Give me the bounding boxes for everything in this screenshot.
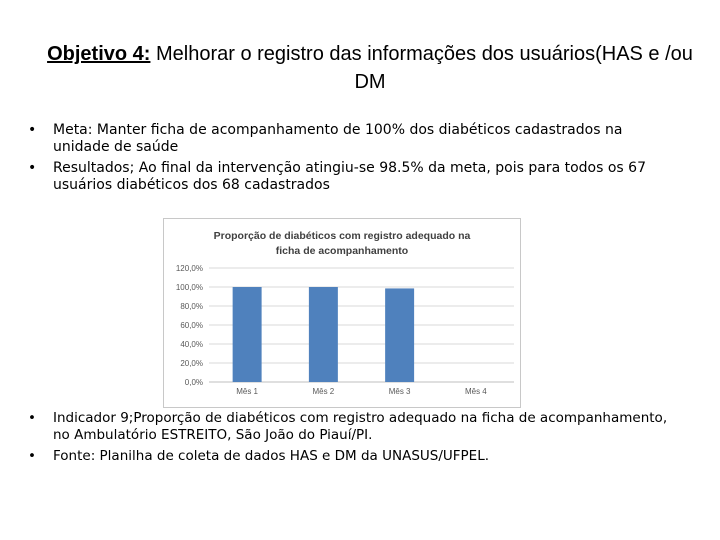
y-tick-label: 100,0% (175, 283, 203, 292)
top-bullet-list (28, 122, 678, 198)
bar-chart (163, 218, 521, 408)
x-tick-label: Mês 2 (312, 387, 335, 396)
bullet-icon: • (28, 160, 37, 176)
bar-3 (385, 288, 414, 382)
slide-title (40, 40, 700, 96)
bullet-meta-text: Meta: Manter ficha de acompanhamento de 100% dos diabéticos cadastrados na unidade de saúde (53, 122, 623, 155)
bullet-source (28, 448, 678, 465)
bar-2 (309, 287, 338, 382)
y-tick-label: 20,0% (180, 359, 203, 368)
bullet-icon: • (28, 410, 36, 426)
bullet-indicator-text: Indicador 9;Proporção de diabéticos com registro adequado na ficha de acompanhamento, no Ambulatório ESTREITO, São João do Piauí/PI. (53, 410, 668, 443)
y-tick-label: 0,0% (184, 378, 203, 387)
chart-title-line: Proporção de diabéticos com registro adequado na (213, 230, 471, 242)
slide-title-rest: Melhorar o registro das informações dos usuários(HAS e /ou DM (150, 43, 693, 93)
bottom-bullet-list (28, 410, 678, 469)
bullet-icon: • (28, 448, 36, 464)
bullet-icon: • (28, 122, 37, 138)
y-tick-label: 80,0% (180, 302, 203, 311)
bullet-indicator (28, 410, 678, 444)
chart-title-line: ficha de acompanhamento (275, 245, 409, 257)
slide-title-lead: Objetivo 4: (47, 43, 151, 65)
bullet-source-text: Fonte: Planilha de coleta de dados HAS e DM da UNASUS/UFPEL. (53, 448, 490, 464)
x-tick-label: Mês 3 (388, 387, 411, 396)
y-tick-label: 120,0% (175, 264, 203, 273)
x-tick-label: Mês 1 (236, 387, 259, 396)
y-tick-label: 60,0% (180, 321, 203, 330)
bar-chart-svg (164, 219, 520, 407)
bullet-meta (28, 122, 678, 156)
x-tick-label: Mês 4 (464, 387, 487, 396)
bullet-results (28, 160, 678, 194)
y-tick-label: 40,0% (180, 340, 203, 349)
bar-1 (233, 287, 262, 382)
bullet-results-text: Resultados; Ao final da intervenção atingiu-se 98.5% da meta, pois para todos os 67 usuários diabéticos dos 68 cadastrados (53, 160, 646, 193)
